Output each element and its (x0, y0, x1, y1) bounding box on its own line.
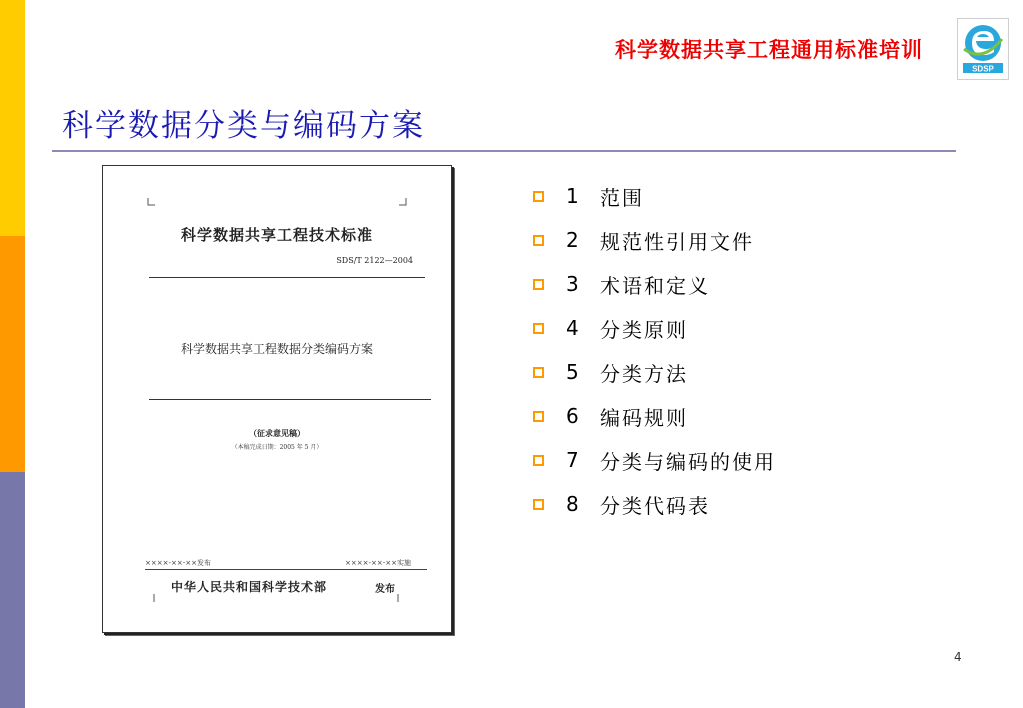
doc-divider (145, 569, 427, 570)
toc-item (533, 394, 776, 438)
left-bar-purple-segment (0, 472, 25, 708)
toc-item-label: 分类方法 (600, 361, 688, 386)
toc-item-label: 范围 (600, 185, 644, 210)
doc-draft-label: （征求意见稿） (249, 428, 305, 438)
toc-item-number: 1 (566, 184, 579, 208)
slide-title: 科学数据分类与编码方案 (62, 108, 425, 144)
crop-mark-bottom-right (397, 594, 405, 602)
toc-item (533, 482, 776, 526)
toc-item-number: 6 (566, 404, 579, 428)
toc-item (533, 262, 776, 306)
doc-main-title: 科学数据共享工程数据分类编码方案 (180, 342, 373, 356)
toc-item-label: 编码规则 (600, 405, 688, 430)
header-banner-title: 科学数据共享工程通用标准培训 (615, 37, 923, 62)
toc-item-label: 规范性引用文件 (600, 229, 754, 254)
toc-item-label: 分类原则 (600, 317, 688, 342)
doc-standard-code: SDS/T 2122—2004 (336, 256, 413, 265)
crop-mark-top-left (147, 198, 155, 206)
square-bullet-icon (533, 455, 544, 466)
square-bullet-icon (533, 279, 544, 290)
toc-item (533, 306, 776, 350)
sdsp-logo-icon (957, 18, 1009, 80)
doc-issuer-suffix: 发布 (375, 584, 395, 595)
toc-item-number: 3 (566, 272, 579, 296)
doc-standard-title: 科学数据共享工程技术标准 (180, 226, 373, 244)
square-bullet-icon (533, 191, 544, 202)
toc-item-number: 7 (566, 448, 579, 472)
square-bullet-icon (533, 367, 544, 378)
toc-item-label: 分类代码表 (600, 493, 710, 518)
left-bar-yellow-segment (0, 0, 25, 236)
doc-issuer: 中华人民共和国科学技术部 (171, 580, 328, 594)
toc-item (533, 174, 776, 218)
toc-list (533, 174, 776, 526)
square-bullet-icon (533, 323, 544, 334)
page-number: 4 (954, 650, 962, 664)
square-bullet-icon (533, 235, 544, 246)
toc-item (533, 438, 776, 482)
left-bar-orange-segment (0, 236, 25, 472)
toc-item (533, 218, 776, 262)
toc-item-number: 4 (566, 316, 579, 340)
toc-item-label: 分类与编码的使用 (600, 449, 776, 474)
square-bullet-icon (533, 411, 544, 422)
doc-completion-date: （本稿完成日期：2005 年 5 月） (231, 444, 323, 451)
standard-document-image (102, 165, 452, 633)
crop-mark-top-right (399, 198, 407, 206)
toc-item-label: 术语和定义 (600, 273, 710, 298)
doc-publish-date: ××××-××-××发布 (145, 559, 211, 567)
doc-divider (149, 277, 425, 278)
doc-divider (149, 399, 431, 400)
title-divider (52, 150, 956, 152)
left-color-bar (0, 0, 25, 708)
toc-item (533, 350, 776, 394)
crop-mark-bottom-left (153, 594, 161, 602)
toc-item-number: 2 (566, 228, 579, 252)
square-bullet-icon (533, 499, 544, 510)
toc-item-number: 5 (566, 360, 579, 384)
logo-text: SDSP (972, 64, 994, 74)
toc-item-number: 8 (566, 492, 579, 516)
doc-implement-date: ××××-××-××实施 (345, 559, 411, 567)
